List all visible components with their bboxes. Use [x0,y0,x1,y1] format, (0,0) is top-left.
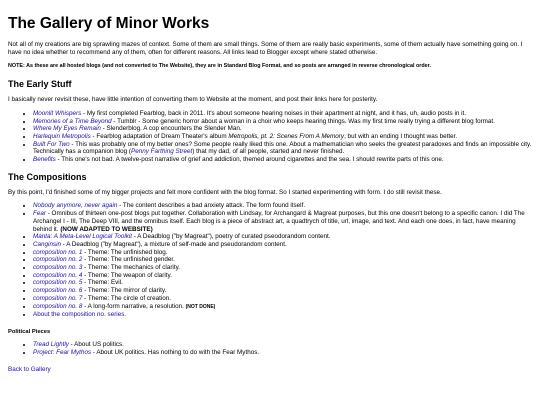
composition-5-link[interactable]: composition no. 5 [33,279,83,287]
intro-paragraph: Not all of my creations are big sprawling mazes of context. Some of them are small things. Some of them are really basic experiments, some of them actually have something going on. I have no idea whether to recommend any of them, often for different reasons. All links lead to Blogger except where stated otherwise. [8,41,523,56]
built-for-two-link[interactable]: Built For Two [33,140,70,148]
composition-6-link[interactable]: composition no. 6 [33,287,83,295]
early-stuff-list [8,110,532,164]
list-item: • composition no. 1 - Theme: The unfinished blog. [33,249,532,257]
composition-7-link[interactable]: composition no. 7 [33,294,83,302]
list-item: • composition no. 8 - A long-form narrative, a resolution. (NOT DONE) [33,303,532,312]
political-heading: Political Pieces [8,328,51,335]
penny-farthing-street-link[interactable]: Penny Farthing Street [131,148,193,156]
compositions-intro: By this point, I'd finished some of my bigger projects and felt more confident with the blog format. So I started experimenting with form. I do still revisit these. [8,188,442,196]
composition-3-link[interactable]: composition no. 3 [33,264,83,272]
memories-link[interactable]: Memories of a Time Beyond [33,117,112,125]
list-item: • composition no. 6 - Theme: The mirror of clarity. [33,287,532,295]
list-item: • composition no. 7 - Theme: The circle of creation. [33,295,532,303]
page-title: The Gallery of Minor Works [8,15,210,32]
fear-link[interactable]: Fear [33,210,46,218]
tread-lightly-link[interactable]: Tread Lightly [33,340,69,348]
list-item: • composition no. 3 - Theme: The mechanics of clarity. [33,264,532,272]
about-compositions-link[interactable]: About the composition no. series. [33,311,127,319]
composition-2-link[interactable]: composition no. 2 [33,256,83,264]
political-list [8,341,532,356]
list-item: • Nobody anymore, never again - The content describes a bad anxiety attack. The form found itself. [33,202,532,210]
list-item: • Manta: A Meta-Level Logical Toolkit - A Deadblog ("by Magreat"), poetry of curated pseodorandom content. [33,233,532,241]
moonlit-whispers-link[interactable]: Moonlit Whispers [33,109,82,117]
list-item: • Fear - Omnibus of thirteen one-post blogs put together. Collaboration with Lindsay, for Archangard & Magreat purposes, but this one doesn't belong to a specific canon. I did The Archangel I - III, The Deep VIII, and the omnibus itself. Each blog is a piece of abstract art, a quadtrych of title, url, image, and text. And each one does, in fact, have meaning behind it. (NOW ADAPTED TO WEBSITE) [33,210,532,233]
note-paragraph: NOTE: As these are all hosted blogs (and not converted to The Website), they are in Standard Blog Format, and so posts are arranged in reverse chronological order. [8,63,431,70]
list-item: • Built For Two - This was probably one of my better ones? Some people really liked this one. About a mathematician who seeks the greatest paradoxes and finds an impossible city. Technically has a companion blog (Penny Farthing Street) that my dad, of all people, started and never finished. [33,141,532,156]
composition-8-link[interactable]: composition no. 8 [33,302,83,310]
early-stuff-heading: The Early Stuff [8,79,72,90]
composition-1-link[interactable]: composition no. 1 [33,248,83,256]
list-item: • composition no. 2 - Theme: The unfinished gender. [33,256,532,264]
harlequin-metropolis-link[interactable]: Harlequin Metropolis [33,132,91,140]
project-fear-mythos-link[interactable]: Project: Fear Mythos [33,348,92,356]
canginsin-link[interactable]: Canginsin [33,240,62,248]
where-my-eyes-remain-link[interactable]: Where My Eyes Remain [33,125,101,133]
back-to-gallery-link[interactable]: Back to Gallery [8,366,51,374]
compositions-list [8,202,532,319]
list-item: • composition no. 4 - Theme: The weapon of clarity. [33,272,532,280]
list-item: • Where My Eyes Remain - Slenderblog. A cop encounters the Slender Man. [33,125,532,133]
list-item [33,311,532,319]
manta-link[interactable]: Manta: A Meta-Level Logical Toolkit [33,233,133,241]
list-item: • Harlequin Metropolis - Fearblog adaptation of Dream Theater's album Metropolis, pt. 2: Scenes From A Memory, but with an ending I thought was better. [33,133,532,141]
composition-4-link[interactable]: composition no. 4 [33,271,83,279]
benefits-link[interactable]: Benefits [33,156,56,164]
list-item: • Canginsin - A Deadblog ("by Magreat"), a mixture of self-made and pseudorandom content. [33,241,532,249]
list-item: • Benefits - This one's not bad. A twelve-post narrative of grief and addiction, themed around cigarettes and the sea. I should rewrite parts of this one. [33,156,532,164]
list-item: • Memories of a Time Beyond - Tumblr - Some generic horror about a woman in a choir who keeps hearing things. Was my first time really trying a different blog format. [33,118,532,126]
nobody-anymore-link[interactable]: Nobody anymore, never again [33,202,118,210]
compositions-heading: The Compositions [8,171,87,182]
list-item: • Project: Fear Mythos - About UK politics. Has nothing to do with the Fear Mythos. [33,349,532,357]
early-stuff-intro: I basically never revisit these, have little intention of converting them to Website at the moment, and post their links here for posterity. [8,96,378,104]
list-item: • Moonlit Whispers - My first completed Fearblog, back in 2011. It's about someone hearing noises in their apartment at night, and it has, uh, audio posts in it. [33,110,532,118]
list-item: • Tread Lightly - About US politics. [33,341,532,349]
list-item: • composition no. 5 - Theme: Evil. [33,279,532,287]
